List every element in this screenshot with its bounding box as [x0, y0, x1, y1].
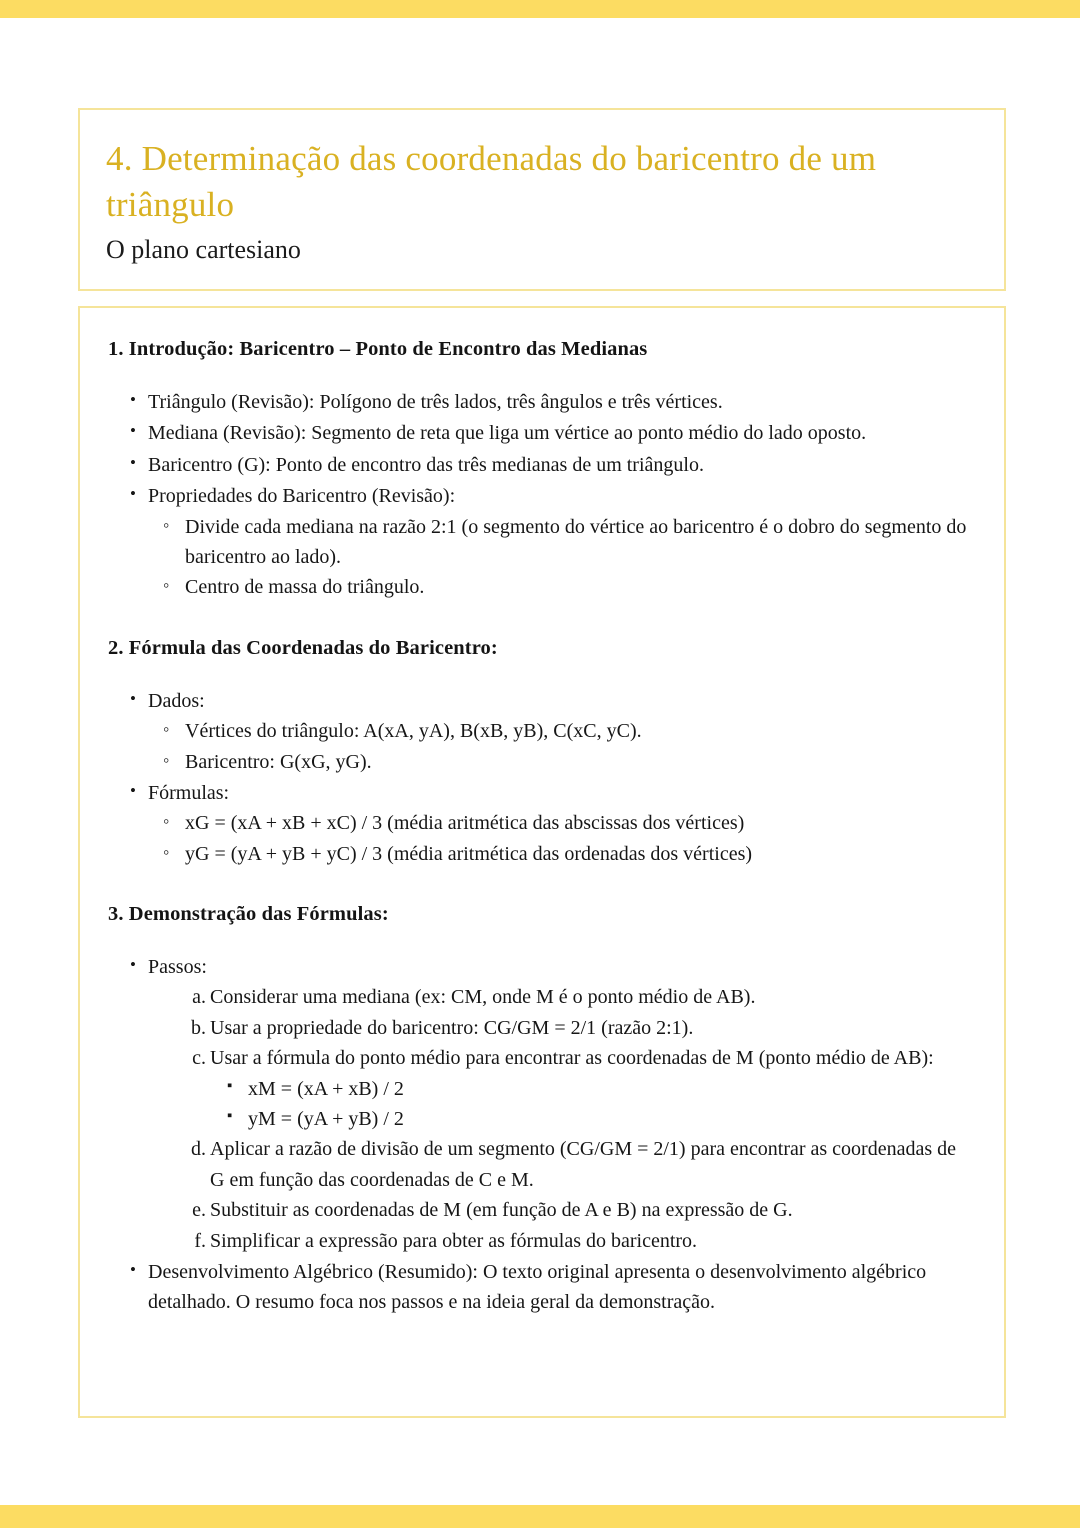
- sublist-item: [210, 1104, 974, 1134]
- step-marker: a.: [192, 986, 206, 1009]
- section-1-list: [108, 387, 974, 603]
- section-heading-2: 2. Fórmula das Coordenadas do Baricentro:: [108, 636, 498, 659]
- bottom-accent-bar: [0, 1505, 1080, 1528]
- sublist-item: [210, 1074, 974, 1104]
- top-accent-bar: [0, 0, 1080, 18]
- list-item: [108, 450, 974, 480]
- formula-xm: ▪ xM = (xA + xB) / 2: [248, 1074, 974, 1104]
- sublist-item: [148, 572, 974, 602]
- sublist-item: [148, 747, 974, 777]
- step-marker: d.: [191, 1138, 206, 1161]
- list-item-text: • Dados:: [148, 686, 974, 716]
- list-item: [108, 387, 974, 417]
- content-box: [78, 306, 1006, 1418]
- list-item-text: • Passos:: [148, 952, 974, 982]
- step-marker: e.: [192, 1199, 206, 1222]
- formula-ym: ▪ yM = (yA + yB) / 2: [248, 1104, 974, 1134]
- list-item: [108, 952, 974, 1256]
- header-box: [78, 108, 1006, 291]
- sublist-item-text: ◦ Vértices do triângulo: A(xA, yA), B(xB, yB), C(xC, yC).: [185, 716, 974, 746]
- list-item: [108, 778, 974, 869]
- section-heading-3: 3. Demonstração das Fórmulas:: [108, 903, 389, 926]
- section-heading-1: 1. Introdução: Baricentro – Ponto de Encontro das Medianas: [108, 338, 648, 360]
- step-item: [148, 982, 974, 1012]
- sublist-item: [148, 839, 974, 869]
- step-text: Substituir as coordenadas de M (em função de A e B) na expressão de G.: [210, 1199, 793, 1222]
- page-title: 4. Determinação das coordenadas do baricentro de um triângulo: [106, 139, 877, 224]
- step-marker: b.: [191, 1016, 206, 1039]
- step-text: Aplicar a razão de divisão de um segmento (CG/GM = 2/1) para encontrar as coordenadas de G em função das coordenadas de C e M.: [210, 1138, 957, 1191]
- sublist: [148, 716, 974, 777]
- formula-yg: ◦ yG = (yA + yB + yC) / 3 (média aritmética das ordenadas dos vértices): [185, 839, 974, 869]
- list-item-text: • Baricentro (G): Ponto de encontro das três medianas de um triângulo.: [148, 450, 974, 480]
- step-marker: f.: [194, 1229, 206, 1252]
- list-item: [108, 418, 974, 448]
- sublist-item-text: ◦ Divide cada mediana na razão 2:1 (o segmento do vértice ao baricentro é o dobro do segmento do baricentro ao lado).: [185, 512, 974, 573]
- page-subtitle: O plano cartesiano: [106, 235, 301, 264]
- sublist-item: [148, 808, 974, 838]
- list-item-text: • Fórmulas:: [148, 778, 974, 808]
- section-3-list: [108, 952, 974, 1318]
- formula-xg: ◦ xG = (xA + xB + xC) / 3 (média aritmética das abscissas dos vértices): [185, 808, 974, 838]
- step-item: [148, 1013, 974, 1043]
- list-item: [108, 1257, 974, 1318]
- step-marker: c.: [192, 1047, 206, 1070]
- sublist: [210, 1074, 974, 1135]
- step-text: Usar a fórmula do ponto médio para encontrar as coordenadas de M (ponto médio de AB):: [210, 1047, 934, 1070]
- document-page: [0, 18, 1080, 1505]
- step-item: [148, 1195, 974, 1225]
- step-item: [148, 1226, 974, 1256]
- step-text: Simplificar a expressão para obter as fórmulas do baricentro.: [210, 1229, 698, 1252]
- list-item-text: • Propriedades do Baricentro (Revisão):: [148, 481, 974, 511]
- sublist: [148, 808, 974, 869]
- sublist-item-text: ◦ Centro de massa do triângulo.: [185, 572, 974, 602]
- sublist: [148, 512, 974, 603]
- list-item-text: • Desenvolvimento Algébrico (Resumido): O texto original apresenta o desenvolvimento algébrico detalhado. O resumo foca nos passos e na ideia geral da demonstração.: [148, 1257, 974, 1318]
- section-2-list: [108, 686, 974, 869]
- step-item: [148, 1134, 974, 1195]
- list-item: [108, 481, 974, 603]
- list-item-text: • Triângulo (Revisão): Polígono de três lados, três ângulos e três vértices.: [148, 387, 974, 417]
- sublist-item: [148, 512, 974, 573]
- step-text: Usar a propriedade do baricentro: CG/GM = 2/1 (razão 2:1).: [210, 1016, 694, 1039]
- steps-list: [148, 982, 974, 1256]
- sublist-item-text: ◦ Baricentro: G(xG, yG).: [185, 747, 974, 777]
- step-item: [148, 1043, 974, 1134]
- list-item: [108, 686, 974, 777]
- list-item-text: • Mediana (Revisão): Segmento de reta que liga um vértice ao ponto médio do lado oposto.: [148, 418, 974, 448]
- step-text: Considerar uma mediana (ex: CM, onde M é o ponto médio de AB).: [210, 986, 756, 1009]
- sublist-item: [148, 716, 974, 746]
